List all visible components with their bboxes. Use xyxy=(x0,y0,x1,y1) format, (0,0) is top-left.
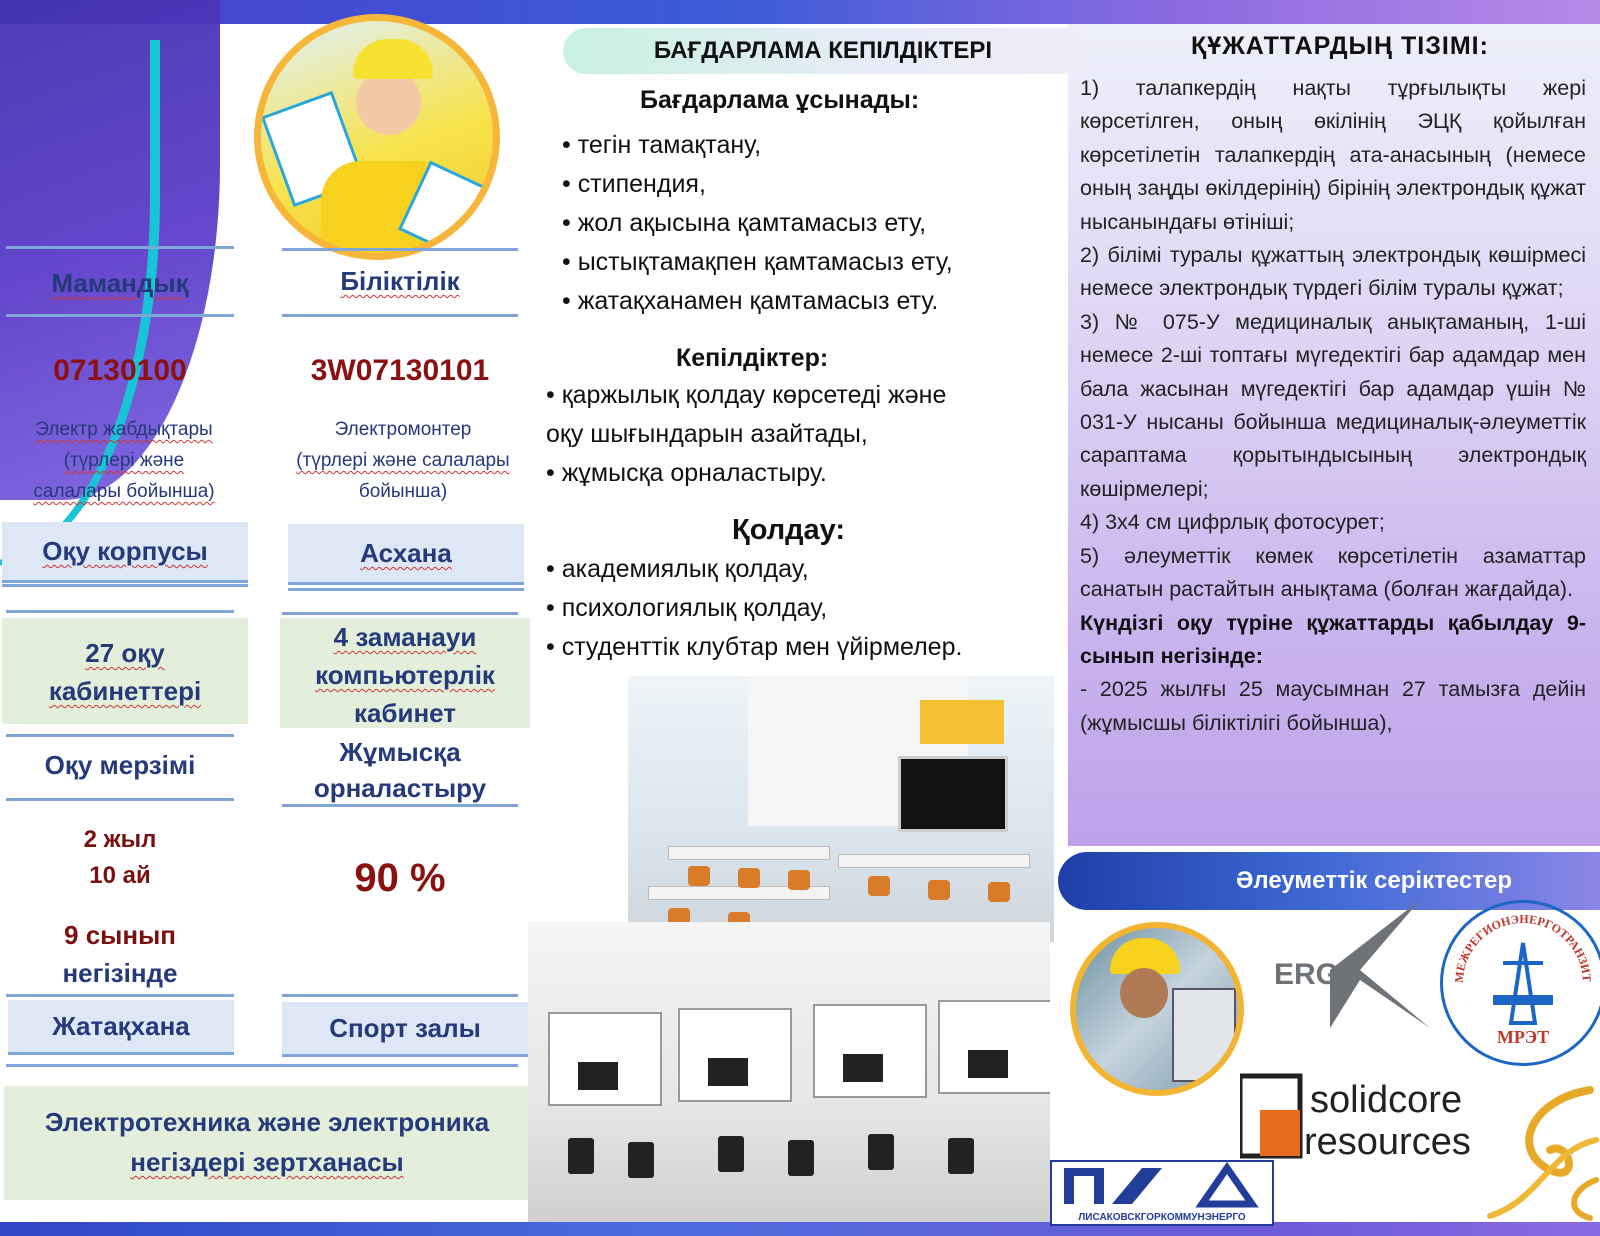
list-item: 4) 3х4 см цифрлық фотосурет; xyxy=(1080,510,1385,535)
lab-box xyxy=(4,1086,530,1200)
computer-rooms-box: 4 заманауи компьютерлік кабинет xyxy=(280,618,530,728)
canteen-label: Асхана xyxy=(360,538,452,568)
divider xyxy=(288,588,524,591)
specialty-code: 07130100 xyxy=(53,354,187,387)
qualification-label: Біліктілік xyxy=(340,266,460,296)
employment-rate: 90 % xyxy=(354,856,446,900)
admission-title: Күндізгі оқу түріне құжаттарды қабылдау 9-сынып негізінде: xyxy=(1080,610,1586,668)
list-item: • стипендия, xyxy=(562,165,1072,204)
list-item: 2) білімі туралы құжаттың электрондық көшірмесі немесе электрондық түрдегі білім туралы құжат; xyxy=(1080,243,1586,301)
guarantees-title: Кепілдіктер: xyxy=(676,344,829,372)
offers-title: Бағдарлама ұсынады: xyxy=(640,86,920,114)
list-item: • психологиялық қолдау, xyxy=(546,594,828,622)
admission-dates: - 2025 жылғы 25 маусымнан 27 тамызға дейін (жұмысшы біліктілігі бойынша), xyxy=(1080,677,1586,735)
divider xyxy=(6,798,234,801)
mret-logo xyxy=(1440,900,1600,1066)
svg-text:ERG: ERG xyxy=(1274,958,1340,991)
list-item: • ыстықтамақпен қамтамасыз ету, xyxy=(562,243,1072,282)
specialty-name: Электр жабдықтары (түрлері және салалары бойынша) xyxy=(33,419,215,502)
classrooms-box: 27 оқу кабинеттері xyxy=(2,618,248,724)
divider xyxy=(282,994,518,997)
documents-list xyxy=(1080,72,1586,740)
list-item: • жұмысқа орналастыру. xyxy=(546,459,827,487)
laboratory-photo xyxy=(528,922,1050,1222)
building-label: Оқу корпусы xyxy=(42,536,208,566)
svg-text:ЛИСАКОВСКГОРКОММУНЭНЕРГО: ЛИСАКОВСКГОРКОММУНЭНЕРГО xyxy=(1078,1212,1246,1223)
list-item: 3) № 075-У медициналық анықтаманың, 1-ші немесе 2-ші топтағы мүгедектігі бар адамдар мен бала жасынан мүгедектігі бар адамдар үшін № 031-У нысаны бойынша медициналық-әлеуметтік сараптама қорытындысының электрондық көшірмелері; xyxy=(1080,309,1586,501)
list-item: • жатақханамен қамтамасыз ету. xyxy=(562,282,1072,321)
program-guarantees-header: БАҒДАРЛАМА КЕПІЛДІКТЕРІ xyxy=(563,28,1083,74)
guarantees-list xyxy=(546,376,1066,493)
offers-list xyxy=(562,126,1072,321)
support-list xyxy=(546,550,1066,667)
divider xyxy=(6,314,234,317)
social-partners-banner: Әлеуметтік серіктестер xyxy=(1058,852,1600,910)
list-item: 5) әлеуметтік көмек көрсетілетін азаматтар санатын растайтын анықтама (болған жағдайда). xyxy=(1080,543,1586,602)
worker-photo xyxy=(1070,922,1244,1096)
svg-text:МЕЖРЕГИОНЭНЕРГОТРАНЗИТ: МЕЖРЕГИОНЭНЕРГОТРАНЗИТ xyxy=(1451,911,1595,984)
classroom-photo xyxy=(628,676,1054,942)
divider xyxy=(282,248,518,251)
qualification-code: 3W07130101 xyxy=(310,354,490,387)
lab-name-line2: негіздері зертханасы xyxy=(130,1147,404,1177)
list-item: • академиялық қолдау, xyxy=(546,555,809,583)
qualification-name: Электромонтер (түрлері және салалары бойынша) xyxy=(296,419,510,502)
list-item: оқу шығындарын азайтады, xyxy=(546,420,868,448)
divider xyxy=(6,1064,518,1067)
duration-label: Оқу мерзімі xyxy=(44,750,196,780)
duration-value: 2 жыл 10 ай xyxy=(83,826,157,889)
employment-label: Жұмысқа орналастыру xyxy=(313,737,487,803)
documents-list-title: ҚҰЖАТТАРДЫҢ ТІЗІМІ: xyxy=(1191,32,1489,60)
dormitory-box xyxy=(8,1000,234,1055)
svg-text:solidcore: solidcore xyxy=(1310,1079,1463,1121)
divider xyxy=(282,804,518,807)
lab-name-line1: Электротехника және электроника xyxy=(44,1107,490,1137)
gym-box xyxy=(282,1002,528,1057)
divider xyxy=(6,734,234,737)
support-title: Қолдау: xyxy=(732,514,846,546)
top-band xyxy=(0,0,1600,24)
list-item: • студенттік клубтар мен үйірмелер. xyxy=(546,633,963,661)
ornament-decoration xyxy=(1470,1080,1600,1222)
specialty-label: Мамандық xyxy=(51,268,189,298)
list-item: 1) талапкердің нақты тұрғылықты жері көрсетілген, оның өкілінің ЭЦҚ қойылған көрсетілетін талапкердің ата-анасының (немесе оның заңды өкілдерінің) бірінің электрондық құжат нысанындағы өтініші; xyxy=(1080,76,1586,234)
list-item: • тегін тамақтану, xyxy=(562,126,1072,165)
divider xyxy=(282,612,518,615)
gym-label: Спорт залы xyxy=(329,1013,481,1043)
dormitory-label: Жатақхана xyxy=(52,1011,190,1041)
list-item: • жол ақысына қамтамасыз ету, xyxy=(562,204,1072,243)
divider xyxy=(6,246,234,249)
student-portrait-photo xyxy=(254,14,500,260)
divider xyxy=(6,610,234,613)
building-box xyxy=(2,522,248,583)
canteen-box xyxy=(288,524,524,585)
list-item: • қаржылық қолдау көрсетеді және xyxy=(546,381,947,409)
lisakovsk-logo xyxy=(1050,1160,1274,1226)
erg-logo xyxy=(1270,900,1430,1030)
svg-text:МРЭТ: МРЭТ xyxy=(1496,1027,1550,1047)
divider xyxy=(6,994,234,997)
divider xyxy=(2,584,248,587)
svg-text:resources: resources xyxy=(1304,1121,1471,1162)
basis-text: 9 сынып негізінде xyxy=(62,920,178,988)
bottom-band xyxy=(0,1222,1600,1236)
divider xyxy=(282,314,518,317)
